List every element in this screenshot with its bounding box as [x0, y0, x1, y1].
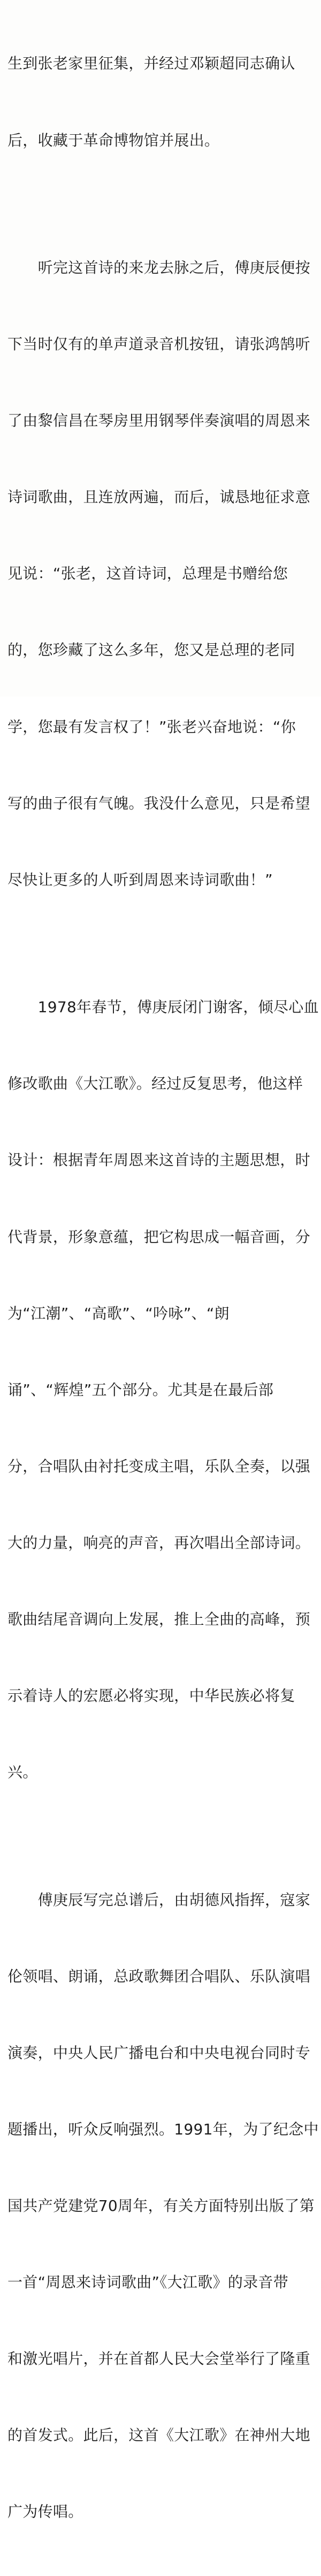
text-line: 尽快让更多的人听到周恩来诗词歌曲！”	[7, 870, 273, 889]
text-line: 一首“周恩来诗词歌曲”《大江歌》的录音带	[7, 2273, 289, 2292]
text-line: 和激光唱片，并在首都人民大会堂举行了隆重	[7, 2350, 311, 2368]
article-body	[7, 0, 318, 2576]
text-line: 大的力量，响亮的声音，再次唱出全部诗词。	[7, 1533, 311, 1552]
text-line: 的首发式。此后，这首《大江歌》在神州大地	[7, 2426, 311, 2444]
paragraph-3	[7, 944, 318, 1836]
text-line: 国共产党建党70周年，有关方面特别出版了第	[7, 2197, 315, 2215]
text-line: 后，收藏于革命博物馆并展出。	[7, 131, 220, 149]
text-line: 了由黎信昌在琴房里用钢琴伴奏演唱的周恩来	[7, 412, 311, 430]
text-line: 歌曲结尾音调向上发展，推上全曲的高峰，预	[7, 1610, 311, 1628]
text-line: 代背景，形象意蕴，把它构思成一幅音画，分	[7, 1228, 311, 1246]
text-line: 诵”、“辉煌”五个部分。尤其是在最后部	[7, 1380, 274, 1399]
text-line: 广为传唱。	[7, 2503, 83, 2521]
text-line: 为“江潮”、“高歌”、“吟咏”、“朗	[7, 1304, 230, 1322]
text-line: 见说：“张老，这首诗词，总理是书赠给您	[7, 565, 288, 583]
text-line: 的，您珍藏了这么多年，您又是总理的老同	[7, 641, 295, 659]
text-line: 分，合唱队由衬托变成主唱，乐队全奏，以强	[7, 1457, 311, 1475]
text-line: 诗词歌曲，且连放两遍，而后，诚恳地征求意	[7, 488, 311, 506]
text-line: 兴。	[7, 1763, 38, 1781]
text-line: 下当时仅有的单声道录音机按钮，请张鸿鹄听	[7, 335, 311, 353]
text-line: 傅庚辰写完总谱后，由胡德风指挥，寇家	[7, 1891, 311, 1909]
paragraph-4	[7, 1836, 318, 2575]
text-line: 听完这首诗的来龙去脉之后，傅庚辰便按	[7, 259, 311, 276]
text-line: 生到张老家里征集，并经过邓颖超同志确认	[7, 55, 295, 73]
text-line: 示着诗人的宏愿必将实现，中华民族必将复	[7, 1687, 295, 1705]
text-line: 伦领唱、朗诵，总政歌舞团合唱队、乐队演唱	[7, 1967, 311, 1985]
text-line: 1978年春节，傅庚辰闭门谢客，倾尽心血	[7, 998, 319, 1016]
text-line: 演奏，中央人民广播电台和中央电视台同时专	[7, 2043, 311, 2062]
paragraph-1	[7, 0, 318, 204]
text-line: 学，您最有发言权了！”张老兴奋地说：“你	[7, 718, 296, 736]
text-line: 题播出，听众反响强烈。1991年，为了纪念中	[7, 2120, 319, 2138]
text-line: 修改歌曲《大江歌》。经过反复思考，他这样	[7, 1075, 303, 1093]
paragraph-2	[7, 204, 318, 944]
text-line: 写的曲子很有气魄。我没什么意见，只是希望	[7, 794, 311, 812]
text-line: 设计：根据青年周恩来这首诗的主题思想，时	[7, 1151, 311, 1169]
